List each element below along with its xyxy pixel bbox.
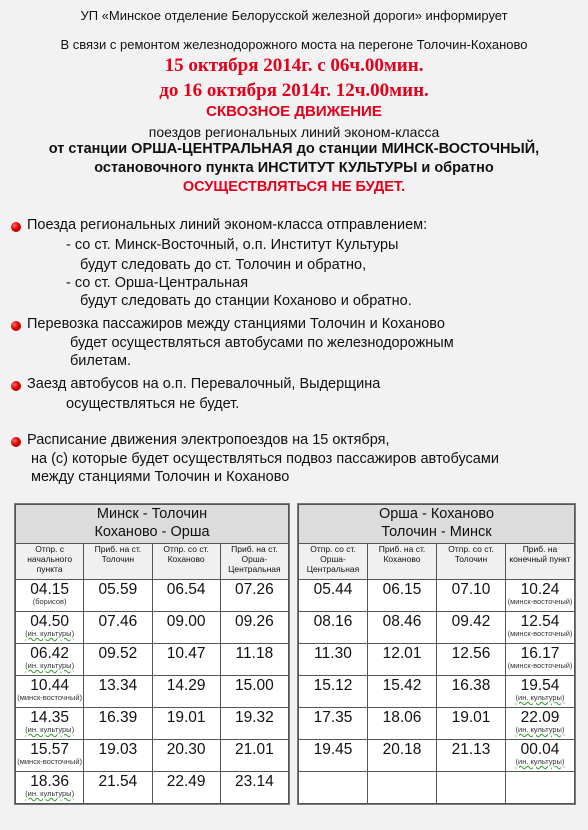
bullet-1-line-3: будут следовать до ст. Толочин и обратно, — [80, 257, 367, 273]
time-value: 06.42 — [30, 645, 70, 662]
table-cell — [506, 772, 575, 804]
bullet-3-line-2: осуществляться не будет. — [66, 396, 240, 412]
time-value: 19.03 — [98, 741, 138, 758]
bullet-2-line-3: билетам. — [70, 353, 131, 369]
time-value: 19.01 — [166, 709, 206, 726]
time-value: 18.06 — [382, 709, 422, 726]
table-cell — [84, 580, 152, 612]
bullet-1-line-2: - со ст. Минск-Восточный, о.п. Институт Культуры — [66, 237, 399, 253]
column-header: Приб. на конечный пункт — [506, 544, 575, 580]
table-cell — [220, 580, 288, 612]
table-cell — [506, 676, 575, 708]
table-cell — [220, 644, 288, 676]
table-cell — [16, 612, 84, 644]
table-cell — [16, 676, 84, 708]
table-body — [16, 580, 289, 804]
table-cell — [368, 612, 437, 644]
table-row — [299, 580, 575, 612]
table-title-line-2: Коханово - Орша — [94, 524, 210, 540]
table-cell — [437, 644, 506, 676]
red-bullet-icon — [11, 321, 21, 331]
time-value: 15.00 — [234, 677, 274, 694]
time-value: 11.18 — [235, 645, 274, 662]
schedule-orsha-minsk — [297, 503, 576, 805]
time-value: 19.45 — [313, 741, 353, 758]
table-cell — [152, 612, 220, 644]
station-note: (ин. культуры) — [25, 629, 75, 638]
table-title — [299, 505, 575, 544]
station-note: (минск-восточный) — [507, 629, 573, 638]
intro-line: В связи с ремонтом железнодорожного моста на перегоне Толочин-Коханово — [60, 37, 528, 52]
table-cell — [299, 612, 368, 644]
table-row — [299, 772, 575, 804]
time-value: 19.32 — [234, 709, 274, 726]
table-title — [16, 505, 289, 544]
date-from: 15 октября 2014г. с 06ч.00мин. — [164, 55, 424, 76]
time-value: 21.54 — [98, 773, 138, 790]
station-note: (ин. культуры) — [25, 725, 75, 734]
red-bullet-icon — [11, 222, 21, 232]
header-line-3: остановочного пункта ИНСТИТУТ КУЛЬТУРЫ и обратно — [94, 160, 494, 176]
table-row — [299, 740, 575, 772]
time-value: 16.38 — [451, 677, 491, 694]
time-value: 18.36 — [30, 773, 70, 790]
time-value: 22.49 — [166, 773, 206, 790]
time-value: 12.54 — [520, 613, 560, 630]
time-value: 22.09 — [520, 709, 560, 726]
table-cell — [368, 644, 437, 676]
bullet-1-line-5: будут следовать до станции Коханово и обратно. — [80, 293, 412, 309]
table-cell — [506, 740, 575, 772]
through-traffic-title: СКВОЗНОЕ ДВИЖЕНИЕ — [206, 103, 382, 120]
station-note: (ин. культуры) — [25, 661, 75, 670]
table-cell — [506, 580, 575, 612]
time-value: 14.35 — [30, 709, 70, 726]
table-cell — [220, 740, 288, 772]
time-value: 19.01 — [451, 709, 491, 726]
time-value: 21.01 — [234, 741, 274, 758]
table-cell — [220, 708, 288, 740]
station-note: (борисов) — [32, 597, 67, 606]
time-value: 05.59 — [98, 581, 138, 598]
time-value: 09.42 — [451, 613, 491, 630]
time-value: 16.39 — [98, 709, 138, 726]
table-cell — [84, 708, 152, 740]
table-cell — [84, 676, 152, 708]
table-cell — [299, 644, 368, 676]
table-cell — [368, 580, 437, 612]
time-value: 20.30 — [166, 741, 206, 758]
table-cell — [16, 772, 84, 804]
time-value: 08.46 — [382, 613, 422, 630]
time-value: 06.54 — [166, 581, 206, 598]
table-cell — [506, 644, 575, 676]
time-value: 05.44 — [313, 581, 353, 598]
table-cell — [368, 708, 437, 740]
bullet-1-line-1: Поезда региональных линий эконом-класса отправлением: — [27, 217, 428, 233]
table-cell — [16, 644, 84, 676]
header-line-2: от станции ОРША-ЦЕНТРАЛЬНАЯ до станции МИНСК-ВОСТОЧНЫЙ, — [48, 141, 540, 157]
time-value: 23.14 — [234, 773, 274, 790]
station-note: (ин. культуры) — [515, 693, 565, 702]
station-note: (минск-восточный) — [507, 597, 573, 606]
bullet-4-line-2: на (с) которые будет осуществляться подвоз пассажиров автобусами — [31, 451, 499, 467]
time-value: 13.34 — [98, 677, 138, 694]
column-header: Приб. на ст. Толочин — [84, 544, 152, 580]
time-value: 04.15 — [30, 581, 70, 598]
time-value: 00.04 — [520, 741, 560, 758]
station-note: (ин. культуры) — [515, 757, 565, 766]
table-row — [16, 644, 289, 676]
table-cell — [437, 708, 506, 740]
time-value: 04.50 — [30, 613, 70, 630]
red-bullet-icon — [11, 381, 21, 391]
time-value: 21.13 — [451, 741, 491, 758]
time-value: 10.24 — [520, 581, 560, 598]
station-note: (минск-восточный) — [507, 661, 573, 670]
table-cell — [299, 740, 368, 772]
table-cell — [506, 612, 575, 644]
column-header: Отпр. с начального пункта — [16, 544, 84, 580]
table-title-line-1: Минск - Толочин — [96, 506, 208, 522]
table-row — [299, 612, 575, 644]
table-cell — [437, 740, 506, 772]
station-note: (минск-восточный) — [17, 757, 83, 766]
table-row — [299, 676, 575, 708]
table-cell — [437, 612, 506, 644]
table-cell — [220, 612, 288, 644]
column-header: Отпр. со ст. Орша-Центральная — [299, 544, 368, 580]
bullet-4-line-3: между станциями Толочин и Коханово — [31, 469, 290, 485]
table-cell — [437, 580, 506, 612]
table-cell — [368, 740, 437, 772]
table-cell — [437, 772, 506, 804]
table-title-line-1: Орша - Коханово — [378, 506, 495, 522]
time-value: 06.15 — [382, 581, 422, 598]
table-row — [16, 612, 289, 644]
time-value: 14.29 — [166, 677, 206, 694]
table-body — [299, 580, 575, 804]
table-title-line-2: Толочин - Минск — [381, 524, 492, 540]
station-note: (ин. культуры) — [515, 725, 565, 734]
time-value: 10.44 — [30, 677, 70, 694]
time-value: 15.42 — [382, 677, 422, 694]
time-value: 09.00 — [166, 613, 206, 630]
date-to: до 16 октября 2014г. 12ч.00мин. — [159, 80, 429, 101]
table-row — [299, 644, 575, 676]
table-cell — [299, 708, 368, 740]
bullet-1-line-4: - со ст. Орша-Центральная — [66, 275, 249, 291]
column-header: Отпр. со ст. Коханово — [152, 544, 220, 580]
time-value: 20.18 — [382, 741, 422, 758]
schedule-minsk-orsha — [14, 503, 290, 805]
table-cell — [299, 772, 368, 804]
header-line-1: поездов региональных линий эконом-класса — [148, 124, 440, 140]
station-note: (ин. культуры) — [25, 789, 75, 798]
column-header: Отпр. со ст. Толочин — [437, 544, 506, 580]
bullet-2-line-2: будет осуществляться автобусами по железнодорожным — [70, 335, 454, 351]
table-cell — [16, 708, 84, 740]
time-value: 07.10 — [451, 581, 491, 598]
table-cell — [152, 580, 220, 612]
table-cell — [152, 740, 220, 772]
table-row — [16, 772, 289, 804]
time-value: 15.57 — [30, 741, 70, 758]
table-cell — [368, 676, 437, 708]
time-value: 07.46 — [98, 613, 138, 630]
table-cell — [299, 580, 368, 612]
table-cell — [84, 644, 152, 676]
table-row — [16, 676, 289, 708]
time-value: 12.56 — [451, 645, 491, 662]
red-bullet-icon — [11, 437, 21, 447]
table-cell — [84, 740, 152, 772]
table-cell — [84, 772, 152, 804]
time-value: 09.26 — [234, 613, 274, 630]
org-line: УП «Минское отделение Белорусской железной дороги» информирует — [80, 8, 508, 23]
table-cell — [220, 772, 288, 804]
time-value: 11.30 — [314, 645, 352, 662]
table-cell — [299, 676, 368, 708]
station-note: (минск-восточный) — [17, 693, 83, 702]
column-header: Приб. на ст. Коханово — [368, 544, 437, 580]
table-cell — [152, 772, 220, 804]
time-value: 17.35 — [313, 709, 353, 726]
bullet-3-line-1: Заезд автобусов на о.п. Перевалочный, Выдерщина — [27, 376, 381, 392]
time-value: 15.12 — [313, 677, 353, 694]
table-cell — [84, 612, 152, 644]
table-cell — [16, 580, 84, 612]
table-cell — [437, 676, 506, 708]
time-value: 16.17 — [520, 645, 560, 662]
table-row — [16, 580, 289, 612]
time-value: 08.16 — [313, 613, 353, 630]
time-value: 19.54 — [520, 677, 560, 694]
table-cell — [368, 772, 437, 804]
table-row — [16, 708, 289, 740]
table-cell — [152, 644, 220, 676]
table-row — [299, 708, 575, 740]
table-cell — [152, 676, 220, 708]
column-header: Приб. на ст. Орша-Центральная — [220, 544, 288, 580]
table-row — [16, 740, 289, 772]
table-cell — [16, 740, 84, 772]
time-value: 09.52 — [98, 645, 138, 662]
time-value: 07.26 — [234, 581, 274, 598]
table-cell — [220, 676, 288, 708]
table-cell — [152, 708, 220, 740]
table-cell — [506, 708, 575, 740]
time-value: 10.47 — [166, 645, 206, 662]
bullet-2-line-1: Перевозка пассажиров между станциями Толочин и Коханово — [27, 316, 445, 332]
bullet-4-line-1: Расписание движения электропоездов на 15 октября, — [27, 432, 390, 448]
header-line-4: ОСУЩЕСТВЛЯТЬСЯ НЕ БУДЕТ. — [182, 179, 406, 195]
time-value: 12.01 — [382, 645, 422, 662]
